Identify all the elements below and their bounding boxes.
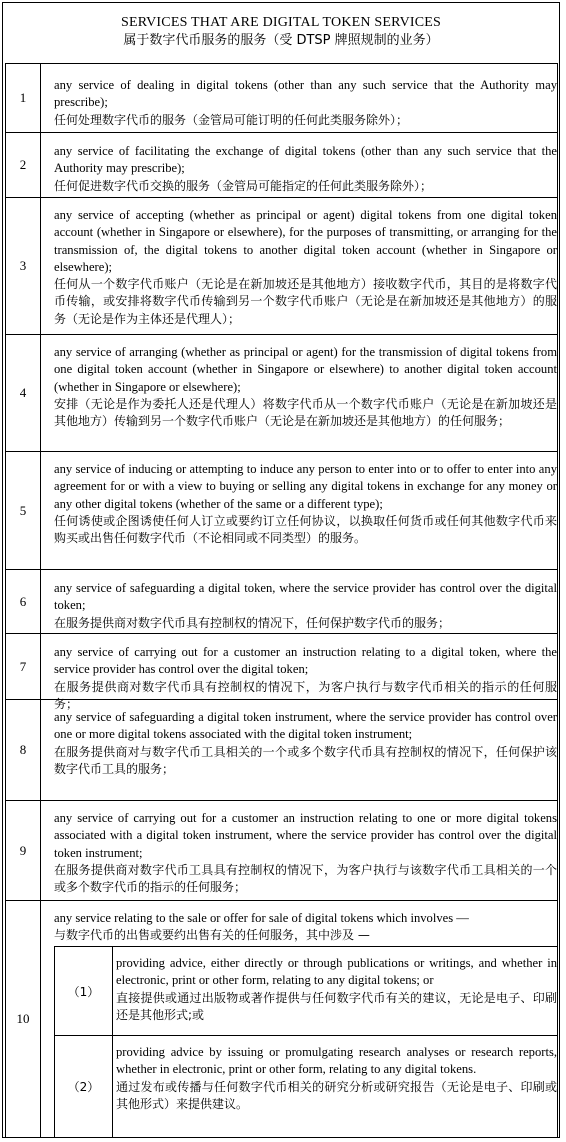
row-text-english: any service of safeguarding a digital token, where the service provider has control over the digital token; <box>54 581 557 613</box>
row-text-chinese: 在服务提供商对与数字代币工具相关的一个或多个数字代币具有控制权的情况下，任何保护该数字代币工具的服务； <box>54 744 557 776</box>
sub-table-row <box>55 947 557 1035</box>
row-number: 1 <box>6 64 41 132</box>
title-english: SERVICES THAT ARE DIGITAL TOKEN SERVICES <box>120 15 442 30</box>
sub-row-number: （1） <box>55 947 113 1035</box>
row-number: 10 <box>6 901 41 1137</box>
sub-row-text-english: providing advice by issuing or promulgating research analyses or research reports, whether in electronic, print or other form, relating to any digital tokens. <box>116 1045 557 1077</box>
table-row <box>6 64 557 132</box>
row-text-english: any service of accepting (whether as principal or agent) digital tokens from one digital token account (whether in Singapore or elsewhere), for the purposes of transmitting, or arranging for the transmission of, the digital tokens to another digital token account (whether in Singapore or elsewhere); <box>54 208 557 274</box>
table-row <box>6 197 557 334</box>
row-text-chinese: 在服务提供商对数字代币具有控制权的情况下，为客户执行与数字代币相关的指示的任何服务； <box>54 679 557 711</box>
row-number: 3 <box>6 198 41 334</box>
row-text-english: any service of carrying out for a customer an instruction relating to one or more digital tokens associated with a digital token instrument, where the service provider has control over the digital token instrument; <box>54 811 557 860</box>
sub-table-row <box>55 1035 557 1137</box>
table-row <box>6 569 557 633</box>
row-number: 7 <box>6 634 41 699</box>
row-text-chinese: 安排（无论是作为委托人还是代理人）将数字代币从一个数字代币账户（无论是在新加坡还是其他地方）传输到另一个数字代币账户（无论是在新加坡还是其他地方）的任何服务； <box>54 396 557 429</box>
row-text-english: any service of safeguarding a digital token instrument, where the service provider has control over one or more digital tokens associated with the digital token instrument; <box>54 710 557 742</box>
row-number: 2 <box>6 133 41 197</box>
sub-table <box>54 946 557 1138</box>
table-row <box>6 334 557 451</box>
row-text-english: any service of inducing or attempting to induce any person to enter into or to offer to enter into any agreement for or with a view to buying or selling any digital tokens in exchange for any money or any other digital tokens (whether of the same or a different type); <box>54 462 557 511</box>
row-number: 6 <box>6 570 41 633</box>
row-text-english: any service of arranging (whether as principal or agent) for the transmission of digital tokens from one digital token account (whether in Singapore or elsewhere) to another digital token account (whether in Singapore or elsewhere); <box>54 345 557 394</box>
table-row <box>6 800 557 900</box>
row-text-english: any service of facilitating the exchange of digital tokens (other than any such service that the Authority may prescribe); <box>54 144 557 176</box>
row-text-chinese: 在服务提供商对数字代币工具具有控制权的情况下，为客户执行与该数字代币工具相关的一个或多个数字代币的指示的任何服务； <box>54 862 557 895</box>
table-row <box>6 633 557 711</box>
row-text-chinese: 任何处理数字代币的服务（金管局可能订明的任何此类服务除外）； <box>54 112 409 127</box>
table-row <box>6 900 557 1137</box>
row-number: 5 <box>6 452 41 569</box>
row-text-english: any service of dealing in digital tokens (other than any such service that the Authority may prescribe); <box>54 78 557 110</box>
title-chinese: 属于数字代币服务的服务（受 DTSP 牌照规制的业务） <box>123 33 439 48</box>
sub-row-text-chinese: 通过发布或传播与任何数字代币相关的研究分析或研究报告（无论是电子、印刷或其他形式）来提供建议。 <box>116 1079 557 1111</box>
row-number: 8 <box>6 700 41 800</box>
row-text-chinese: 与数字代币的出售或要约出售有关的任何服务，其中涉及 — <box>54 928 370 943</box>
row-text-chinese: 在服务提供商对数字代币具有控制权的情况下，任何保护数字代币的服务； <box>54 615 451 630</box>
table-header <box>3 3 559 61</box>
row-number: 4 <box>6 335 41 451</box>
services-table <box>5 63 558 1138</box>
row-text-chinese: 任何诱使或企图诱使任何人订立或要约订立任何协议，以换取任何货币或任何其他数字代币来购买或出售任何数字代币（不论相同或不同类型）的服务。 <box>54 513 557 546</box>
row-text-chinese: 任何促进数字代币交换的服务（金管局可能指定的任何此类服务除外）； <box>54 178 433 193</box>
row-text-english: any service relating to the sale or offer for sale of digital tokens which involves — <box>54 911 469 925</box>
row-text-chinese: 任何从一个数字代币账户（无论是在新加坡还是其他地方）接收数字代币，其目的是将数字代币传输，或安排将数字代币传输到另一个数字代币账户（无论是在新加坡还是其他地方）的服务（无论是作为主体还是代理人）； <box>54 277 557 326</box>
table-row <box>6 699 557 800</box>
sub-row-text-chinese: 直接提供或通过出版物或著作提供与任何数字代币有关的建议，无论是电子、印刷还是其他形式;或 <box>116 990 557 1022</box>
row-number: 9 <box>6 801 41 900</box>
table-row <box>6 451 557 569</box>
sub-row-text-english: providing advice, either directly or through publications or writings, and whether in electronic, print or other form, relating to any digital tokens; or <box>116 956 557 988</box>
table-row <box>6 132 557 197</box>
sub-row-number: （2） <box>55 1036 113 1137</box>
row-text-english: any service of carrying out for a customer an instruction relating to a digital token, where the service provider has control over the digital token; <box>54 645 557 677</box>
